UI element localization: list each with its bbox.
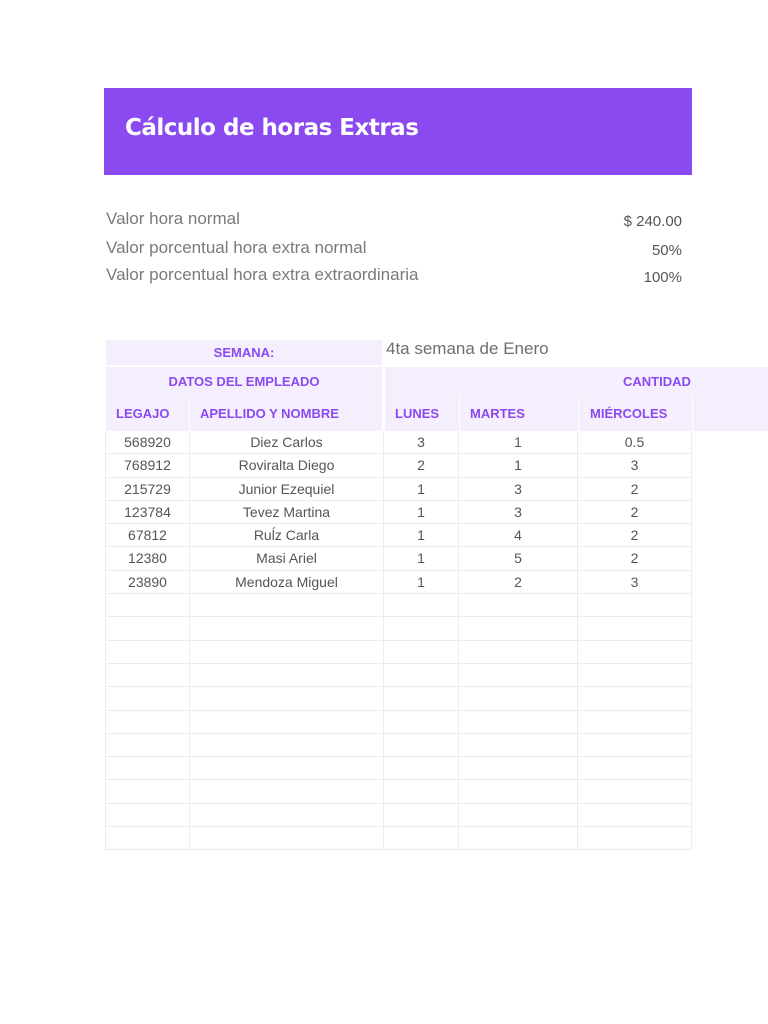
cell-miercoles[interactable] [578, 780, 692, 802]
cell-lunes[interactable]: 1 [384, 501, 459, 523]
cell-martes[interactable]: 2 [459, 571, 578, 593]
cell-lunes[interactable] [384, 757, 459, 779]
cell-lunes[interactable] [384, 617, 459, 639]
employee-table [105, 431, 692, 850]
cell-lunes[interactable] [384, 734, 459, 756]
cell-name[interactable] [190, 641, 384, 663]
cell-legajo[interactable]: 215729 [105, 478, 190, 500]
table-row [105, 431, 692, 454]
table-row [105, 547, 692, 570]
cell-martes[interactable] [459, 687, 578, 709]
cell-legajo[interactable]: 23890 [105, 571, 190, 593]
param-label: Valor porcentual hora extra extraordinaria [106, 265, 419, 284]
cell-miercoles[interactable] [578, 827, 692, 849]
employee-group-header: DATOS DEL EMPLEADO [106, 367, 382, 397]
cell-name[interactable] [190, 617, 384, 639]
cell-martes[interactable] [459, 734, 578, 756]
cell-lunes[interactable] [384, 711, 459, 733]
cell-name[interactable]: Junior Ezequiel [190, 478, 384, 500]
cell-name[interactable] [190, 804, 384, 826]
week-label: SEMANA: [106, 340, 382, 365]
cell-name[interactable] [190, 757, 384, 779]
table-row [105, 454, 692, 477]
cell-lunes[interactable] [384, 641, 459, 663]
cell-martes[interactable] [459, 664, 578, 686]
cell-martes[interactable]: 1 [459, 431, 578, 453]
table-row [105, 524, 692, 547]
cell-legajo[interactable] [105, 594, 190, 616]
cell-legajo[interactable] [105, 711, 190, 733]
cell-name[interactable] [190, 827, 384, 849]
param-value[interactable]: $ 240.00 [623, 213, 682, 230]
cell-legajo[interactable] [105, 664, 190, 686]
table-row [105, 664, 692, 687]
cell-legajo[interactable] [105, 827, 190, 849]
cell-martes[interactable] [459, 757, 578, 779]
cell-legajo[interactable] [105, 687, 190, 709]
cell-legajo[interactable] [105, 641, 190, 663]
cell-name[interactable]: Ruĺz Carla [190, 524, 384, 546]
cell-legajo[interactable]: 67812 [105, 524, 190, 546]
cell-miercoles[interactable] [578, 594, 692, 616]
column-header-next [693, 397, 768, 431]
week-value[interactable]: 4ta semana de Enero [386, 339, 549, 358]
cell-martes[interactable]: 3 [459, 478, 578, 500]
table-row [105, 780, 692, 803]
param-row-normal-rate [106, 209, 684, 237]
cell-lunes[interactable] [384, 804, 459, 826]
cell-miercoles[interactable]: 0.5 [578, 431, 692, 453]
table-row [105, 734, 692, 757]
title-banner [104, 88, 692, 175]
cell-legajo[interactable] [105, 804, 190, 826]
cell-miercoles[interactable] [578, 641, 692, 663]
table-row [105, 478, 692, 501]
param-label: Valor hora normal [106, 209, 240, 228]
cell-lunes[interactable]: 1 [384, 478, 459, 500]
param-value[interactable]: 50% [651, 242, 682, 259]
table-row [105, 571, 692, 594]
table-row [105, 641, 692, 664]
cell-martes[interactable]: 1 [459, 454, 578, 476]
cell-name[interactable]: Mendoza Miguel [190, 571, 384, 593]
cell-legajo[interactable]: 123784 [105, 501, 190, 523]
cell-legajo[interactable] [105, 757, 190, 779]
cell-lunes[interactable] [384, 687, 459, 709]
quantity-group-header [385, 367, 768, 397]
cell-name[interactable]: Tevez Martina [190, 501, 384, 523]
cell-miercoles[interactable]: 2 [578, 478, 692, 500]
table-row [105, 594, 692, 617]
cell-miercoles[interactable]: 2 [578, 501, 692, 523]
cell-legajo[interactable] [105, 780, 190, 802]
column-header-lunes[interactable]: LUNES [385, 397, 459, 431]
cell-martes[interactable] [459, 780, 578, 802]
page-title: Cálculo de horas Extras [125, 115, 419, 141]
cell-lunes[interactable] [384, 827, 459, 849]
param-value[interactable]: 100% [643, 269, 682, 286]
cell-name[interactable]: Roviralta Diego [190, 454, 384, 476]
column-header-name[interactable]: APELLIDO Y NOMBRE [190, 397, 382, 431]
table-row [105, 617, 692, 640]
param-label: Valor porcentual hora extra normal [106, 238, 367, 257]
cell-martes[interactable] [459, 594, 578, 616]
cell-lunes[interactable] [384, 594, 459, 616]
cell-martes[interactable] [459, 641, 578, 663]
cell-miercoles[interactable] [578, 664, 692, 686]
table-row [105, 711, 692, 734]
table-row [105, 757, 692, 780]
cell-miercoles[interactable]: 3 [578, 571, 692, 593]
cell-miercoles[interactable] [578, 711, 692, 733]
cell-lunes[interactable]: 1 [384, 571, 459, 593]
cell-lunes[interactable] [384, 664, 459, 686]
cell-martes[interactable] [459, 827, 578, 849]
cell-martes[interactable] [459, 617, 578, 639]
quantity-group-label: CANTIDAD [623, 374, 691, 389]
table-row [105, 687, 692, 710]
cell-lunes[interactable]: 1 [384, 524, 459, 546]
column-header-row [106, 397, 768, 431]
column-header-martes[interactable]: MARTES [460, 397, 578, 431]
cell-legajo[interactable]: 12380 [105, 547, 190, 569]
cell-name[interactable]: Diez Carlos [190, 431, 384, 453]
cell-miercoles[interactable] [578, 617, 692, 639]
cell-martes[interactable]: 3 [459, 501, 578, 523]
cell-miercoles[interactable]: 2 [578, 547, 692, 569]
table-row [105, 827, 692, 850]
cell-name[interactable] [190, 664, 384, 686]
cell-martes[interactable]: 5 [459, 547, 578, 569]
cell-lunes[interactable]: 3 [384, 431, 459, 453]
cell-martes[interactable] [459, 804, 578, 826]
cell-martes[interactable]: 4 [459, 524, 578, 546]
cell-legajo[interactable] [105, 734, 190, 756]
cell-lunes[interactable]: 1 [384, 547, 459, 569]
cell-martes[interactable] [459, 711, 578, 733]
cell-name[interactable] [190, 711, 384, 733]
cell-name[interactable] [190, 594, 384, 616]
table-row [105, 804, 692, 827]
cell-miercoles[interactable] [578, 804, 692, 826]
param-row-extra-extraordinary [106, 265, 684, 293]
cell-name[interactable] [190, 780, 384, 802]
cell-miercoles[interactable]: 3 [578, 454, 692, 476]
cell-legajo[interactable]: 568920 [105, 431, 190, 453]
cell-legajo[interactable]: 768912 [105, 454, 190, 476]
cell-lunes[interactable] [384, 780, 459, 802]
cell-miercoles[interactable] [578, 757, 692, 779]
cell-lunes[interactable]: 2 [384, 454, 459, 476]
cell-legajo[interactable] [105, 617, 190, 639]
cell-miercoles[interactable] [578, 734, 692, 756]
column-header-miercoles[interactable]: MIÉRCOLES [579, 397, 692, 431]
param-row-extra-normal [106, 238, 684, 266]
cell-miercoles[interactable] [578, 687, 692, 709]
cell-name[interactable]: Masi Ariel [190, 547, 384, 569]
cell-miercoles[interactable]: 2 [578, 524, 692, 546]
cell-name[interactable] [190, 734, 384, 756]
table-row [105, 501, 692, 524]
cell-name[interactable] [190, 687, 384, 709]
column-header-legajo[interactable]: LEGAJO [106, 397, 189, 431]
